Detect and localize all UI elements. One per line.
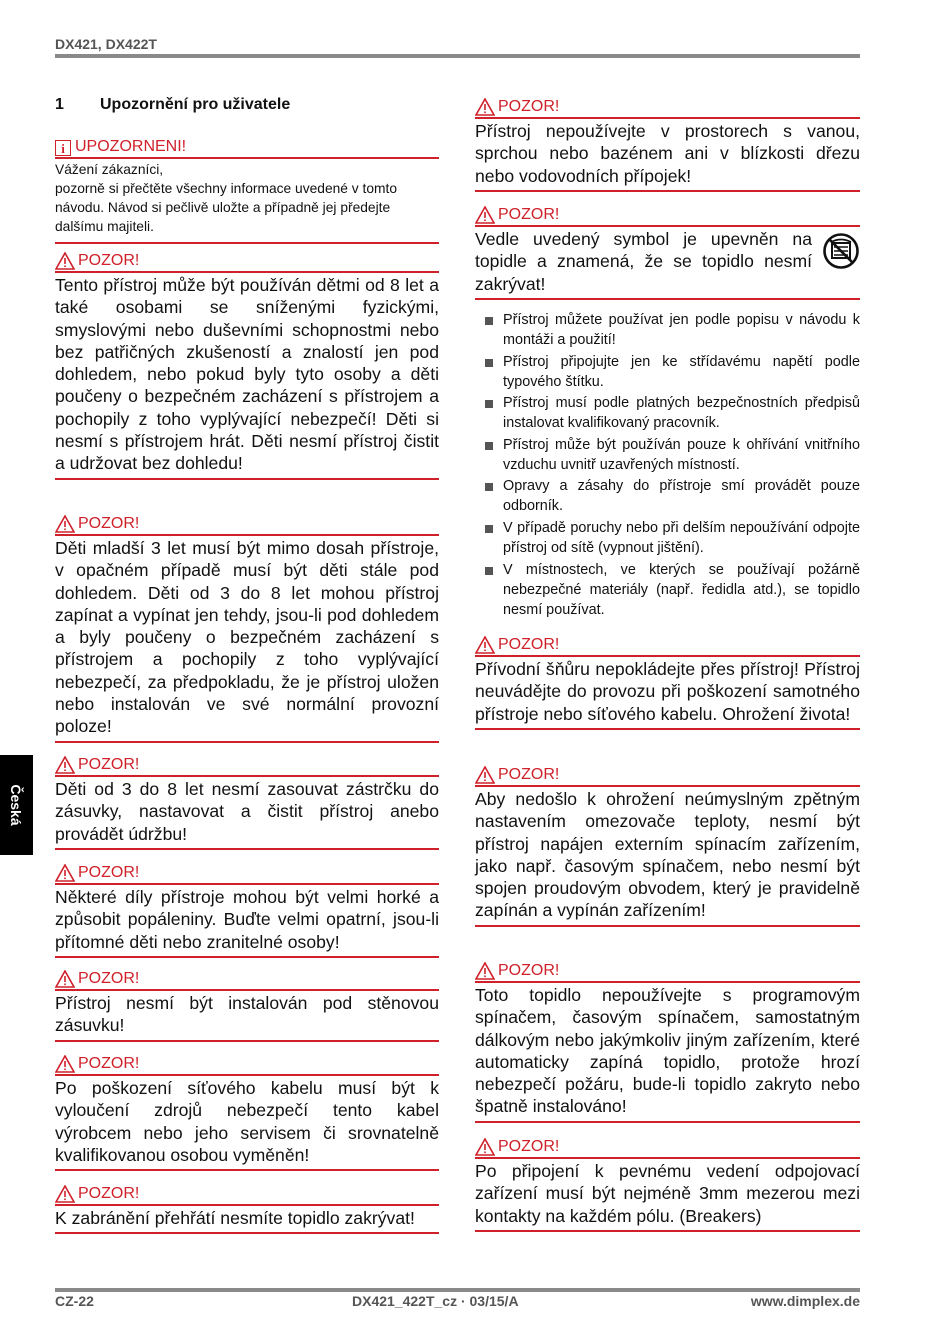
info-box — [55, 136, 439, 244]
warning-triangle-icon — [55, 252, 75, 270]
warning-box — [55, 754, 439, 850]
warning-box — [475, 960, 860, 1123]
box-text: Děti mladší 3 let musí být mimo dosah přístroje, v opačném případě musí být děti stále pod dohledem. Děti od 3 do 8 let mohou přístroj zapínat a vypínat jen tehdy, jsou-li pod dohledem a byly poučeny o bezpečném zacházení s přístrojem a pochopily z toho vyplývající nebezpečí, za předpokladu, že je přístroj uložen nebo instalován ve své normální provozní poloze! — [55, 536, 439, 743]
box-text: Vážení zákazníci, pozorně si přečtěte všechny informace uvedené v tomto návodu. Návod si pečlivě uložte a případně jej předejte dalšímu majiteli. — [55, 159, 439, 244]
warning-box — [55, 862, 439, 958]
language-tab[interactable] — [0, 755, 33, 855]
list-item: Přístroj musí podle platných bezpečnostních předpisů instalovat kvalifikovaný pracovník. — [485, 393, 860, 433]
list-item: Přístroj připojujte jen ke střídavému napětí podle typového štítku. — [485, 352, 860, 392]
do-not-cover-icon — [822, 232, 860, 270]
warning-triangle-icon — [475, 206, 495, 224]
warning-triangle-icon — [475, 1138, 495, 1156]
box-text: Přístroj nepoužívejte v prostorech s vanou, sprchou nebo bazénem ani v blízkosti dřezu nebo vodovodních přípojek! — [475, 119, 860, 192]
box-title: POZOR! — [498, 206, 560, 223]
box-title: POZOR! — [498, 98, 560, 115]
warning-triangle-icon — [475, 962, 495, 980]
warning-triangle-icon — [475, 766, 495, 784]
box-title: POZOR! — [78, 864, 140, 881]
warning-triangle-icon — [475, 636, 495, 654]
header-model: DX421, DX422T — [55, 36, 157, 52]
language-tab-label: Česká — [8, 784, 24, 826]
list-item: Přístroj může být používán pouze k ohřívání vnitřního vzduchu uvnitř uzavřených místností. — [485, 435, 860, 475]
box-title: POZOR! — [78, 970, 140, 987]
warning-triangle-icon — [55, 1185, 75, 1203]
box-title: UPOZORNENI! — [75, 138, 187, 155]
section-title: Upozornění pro uživatele — [100, 96, 291, 113]
box-text: Po poškození síťového kabelu musí být k vyloučení zdrojů nebezpečí tento kabel výrobcem nebo jeho servisem či srovnatelně kvalifikovanou osobou vyměněn! — [55, 1076, 439, 1171]
box-title: POZOR! — [78, 515, 140, 532]
box-text: K zabránění přehřátí nesmíte topidlo zakrývat! — [55, 1206, 439, 1234]
section-number: 1 — [55, 96, 64, 113]
warning-box — [55, 250, 439, 480]
footer-rule — [55, 1288, 860, 1292]
box-title: POZOR! — [498, 1138, 560, 1155]
box-title: POZOR! — [78, 756, 140, 773]
warning-triangle-icon — [55, 756, 75, 774]
box-title: POZOR! — [78, 1185, 140, 1202]
box-title: POZOR! — [78, 252, 140, 269]
document-code: DX421_422T_cz · 03/15/A — [352, 1293, 519, 1309]
box-text: Toto topidlo nepoužívejte s programovým spínačem, časovým spínačem, samostatným dálkovým nebo jakýmkoliv jiným zařízením, které automaticky zapíná topidlo, protože hrozí nebezpečí požáru, bude-li topidlo zakryto nebo špatně instalováno! — [475, 983, 860, 1123]
section-heading — [55, 96, 290, 114]
list-item: Opravy a zásahy do přístroje smí provádět pouze odborník. — [485, 476, 860, 516]
box-title: POZOR! — [498, 766, 560, 783]
info-icon: i — [55, 140, 71, 156]
warning-triangle-icon — [475, 98, 495, 116]
warning-box — [55, 1183, 439, 1234]
safety-bullet-list — [485, 310, 860, 621]
box-text: Některé díly přístroje mohou být velmi horké a způsobit popáleniny. Buďte velmi opatrní, jsou-li přítomné děti nebo zranitelné osoby! — [55, 885, 439, 958]
warning-box — [55, 968, 439, 1042]
box-text: Přívodní šňůru nepokládejte přes přístroj! Přístroj neuvádějte do provozu při poškození samotného přístroje nebo síťového kabelu. Ohrožení života! — [475, 657, 860, 730]
warning-box — [475, 204, 860, 300]
warning-triangle-icon — [55, 1055, 75, 1073]
warning-box — [475, 96, 860, 192]
list-item: Přístroj můžete používat jen podle popisu v návodu k montáži a použití! — [485, 310, 860, 350]
warning-box — [55, 1053, 439, 1171]
box-text: Tento přístroj může být používán dětmi od 8 let a také osobami se sníženými fyzickými, smyslovými nebo duševními schopnostmi nebo bez patřičných zkušeností a znalostí jen pod dohledem, nebo pokud byly tyto osoby a děti poučeny o bezpečném zacházení s přístrojem a pochopily z toho vyplývající nebezpečí! Děti si nesmí s přístrojem hrát. Děti nesmí přístroj čistit a udržovat bez dohledu! — [55, 273, 439, 480]
warning-triangle-icon — [55, 515, 75, 533]
box-text: Vedle uvedený symbol je upevněn na topidle a znamená, že se topidlo nesmí zakrývat! — [475, 229, 812, 294]
box-text: Po připojení k pevnému vedení odpojovací zařízení musí být nejméně 3mm mezerou mezi kontakty na každém pólu. (Breakers) — [475, 1159, 860, 1232]
list-item: V místnostech, ve kterých se používají požárně nebezpečné materiály (např. ředidla atd.), se topidlo nesmí používat. — [485, 560, 860, 620]
warning-box — [475, 1136, 860, 1232]
box-text: Přístroj nesmí být instalován pod stěnovou zásuvku! — [55, 991, 439, 1042]
warning-triangle-icon — [55, 970, 75, 988]
website-link[interactable]: www.dimplex.de — [750, 1293, 860, 1309]
warning-box — [55, 513, 439, 743]
header-rule — [55, 54, 860, 58]
warning-triangle-icon — [55, 864, 75, 882]
box-text: Aby nedošlo k ohrožení neúmyslným zpětným nastavením omezovače teploty, nesmí být přístroj napájen externím spínacím zařízením, jako např. časovým spínačem, nebo nesmí být spojen proudovým obvodem, který je pravidelně zapínán a vypínán zařízením! — [475, 787, 860, 927]
box-title: POZOR! — [78, 1055, 140, 1072]
list-item: V případě poruchy nebo při delším nepoužívání odpojte přístroj od sítě (vypnout jištění). — [485, 518, 860, 558]
page-number: CZ-22 — [55, 1293, 94, 1309]
box-title: POZOR! — [498, 962, 560, 979]
warning-box — [475, 764, 860, 927]
box-title: POZOR! — [498, 636, 560, 653]
box-text: Děti od 3 do 8 let nesmí zasouvat zástrčku do zásuvky, nastavovat a čistit přístroj anebo provádět údržbu! — [55, 777, 439, 850]
warning-box — [475, 634, 860, 730]
